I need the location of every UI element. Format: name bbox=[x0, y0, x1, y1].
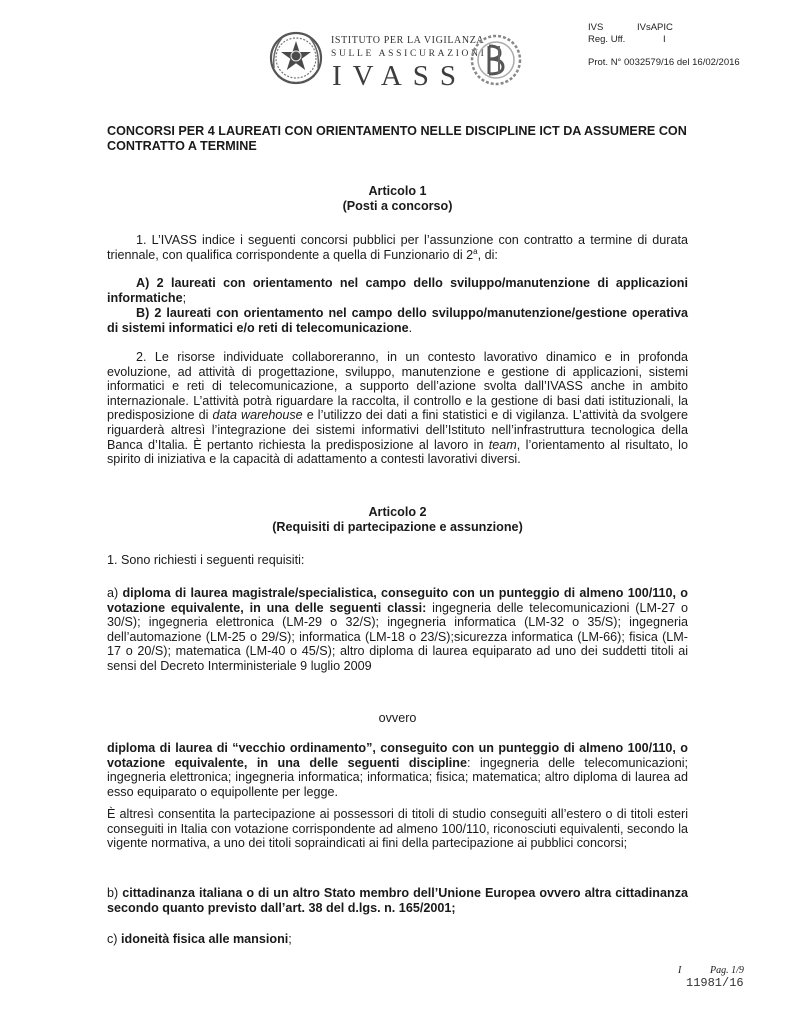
requirement-c-text: idoneità fisica alle mansioni bbox=[121, 932, 289, 946]
old-degree-requirement bbox=[107, 741, 688, 799]
requirement-a bbox=[107, 586, 688, 674]
paragraph-text-end: , di: bbox=[477, 247, 498, 262]
requirement-b-text: cittadinanza italiana o di un altro Stato membro dell’Unione Europea ovvero altra cittadinanza secondo quanto previsto dall’art. 38 del d.lgs. n. 165/2001; bbox=[107, 886, 688, 915]
article-2-heading: Articolo 2 bbox=[368, 505, 427, 519]
article-1-subheading: (Posti a concorso) bbox=[342, 199, 453, 213]
old-degree-colon: : bbox=[466, 755, 471, 770]
article-1-heading: Articolo 1 bbox=[368, 184, 427, 198]
logo-wordmark: IVASS bbox=[332, 60, 468, 92]
republic-emblem-icon bbox=[268, 28, 324, 92]
document-title: CONCORSI PER 4 LAUREATI CON ORIENTAMENTO NELLE DISCIPLINE ICT DA ASSUMERE CON CONTRATTO A TERMINE bbox=[107, 124, 687, 153]
position-item-b bbox=[107, 306, 688, 335]
paragraph-text: 2. Le risorse individuate collaboreranno, in un contesto lavorativo dinamico e in profonda evoluzione, ad attività di progettazione, sviluppo, manutenzione e gestione di applicazioni, sistemi informatici e reti di telecomunicazione, a supporto dell’azione svolta dall’IVASS anche in ambito internazionale. L’attività potrà riguardare la raccolta, il controllo e la gestione di basi dati istituzionali, la predisposizione di bbox=[107, 350, 688, 423]
paragraph-text: e l’utilizzo dei dati a fini statistici e di vigilanza. L’attività da svolgere riguarderà altresì l’integrazione dei sistemi informativi dell’Istituto nell’infrastruttura tecnologica della Banca d’Italia. È pertanto richiesta la predisposizione al lavoro in bbox=[107, 408, 688, 452]
bank-monogram-icon bbox=[469, 30, 523, 90]
article-2-paragraph-1: 1. Sono richiesti i seguenti requisiti: bbox=[107, 553, 305, 567]
office-code: IVS bbox=[588, 22, 604, 33]
page-number: Pag. 1/9 bbox=[710, 965, 744, 976]
requirement-a-text: ingegneria delle telecomunicazioni (LM-27 o 30/S); ingegneria elettronica (LM-29 o 32/S); ingegneria informatica (LM-32 o 35/S); ingegneria dell’automazione (LM-25 o 29/S); informatica (LM-18 o 23/S);sicurezza informatica (LM-66); fisica (LM-17 o 20/S); matematica (LM-40 o 45/S); altro diploma di laurea equiparato ad uno dei suddetti titoli ai sensi del Decreto Interministeriale 9 luglio 2009 bbox=[107, 600, 689, 673]
old-degree-text: ingegneria delle telecomunicazioni; ingegneria elettronica; ingegneria informatica; informatica; fisica; matematica; altro diploma di laurea ad esso equiparato o equipollente per legge. bbox=[107, 755, 689, 799]
superscript: a bbox=[473, 246, 478, 256]
footer-number: I bbox=[678, 965, 682, 976]
requirement-c-end: ; bbox=[288, 932, 292, 946]
position-a-text: A) 2 laureati con orientamento nel campo dello sviluppo/manutenzione di applicazioni informatiche bbox=[107, 276, 688, 305]
italic-term: data warehouse bbox=[212, 408, 303, 423]
logo-institution-line-1: ISTITUTO PER LA VIGILANZA bbox=[331, 35, 485, 46]
foreign-degree-paragraph: È altresì consentita la partecipazione ai possessori di titoli di studio conseguiti all’estero o di titoli esteri conseguiti in Italia con votazione corrispondente ad almeno 100/110, riconosciuti equivalenti, secondo la vigente normativa, a uno dei titoli sopraindicati ai fini della partecipazione ai pubblici concorsi; bbox=[107, 807, 688, 851]
ovvero-separator: ovvero bbox=[378, 711, 417, 725]
requirement-a-title: diploma di laurea magistrale/specialistica, conseguito con un punteggio di almeno 100/110, o votazione equivalente, in una delle seguenti classi: bbox=[107, 586, 688, 615]
position-a-end: ; bbox=[182, 290, 187, 305]
requirement-c bbox=[107, 932, 688, 947]
unit-code: IVsAPIC bbox=[637, 22, 673, 33]
article-1-paragraph-2 bbox=[107, 350, 688, 467]
logo-institution-line-2: SULLE ASSICURAZIONI bbox=[331, 49, 487, 59]
registry-value: I bbox=[663, 34, 666, 45]
italic-term: team bbox=[488, 437, 517, 452]
paragraph-text: , l’orientamento al risultato, lo spirito di iniziativa e la capacità di adattamento a contesti lavorativi diversi. bbox=[107, 437, 688, 467]
article-2-subheading: (Requisiti di partecipazione e assunzione) bbox=[272, 520, 523, 534]
requirement-b bbox=[107, 886, 688, 915]
article-1-paragraph-1 bbox=[107, 233, 688, 262]
requirement-b-prefix: b) bbox=[107, 886, 123, 900]
position-b-text: B) 2 laureati con orientamento nel campo dello sviluppo/manutenzione/gestione operativa di sistemi informatici e/o reti di telecomunicazione bbox=[107, 306, 688, 335]
document-code: 11981/16 bbox=[686, 976, 744, 990]
registry-label: Reg. Uff. bbox=[588, 34, 626, 45]
protocol-number: Prot. N° 0032579/16 del 16/02/2016 bbox=[588, 57, 740, 68]
requirement-a-prefix: a) bbox=[107, 586, 123, 600]
old-degree-title: diploma di laurea di “vecchio ordinamento”, conseguito con un punteggio di almeno 100/110, o votazione equivalente, in una delle seguenti discipline bbox=[107, 741, 688, 770]
position-item-a bbox=[107, 276, 688, 305]
position-b-end: . bbox=[408, 320, 413, 335]
requirement-c-prefix: c) bbox=[107, 932, 121, 946]
paragraph-text: 1. L’IVASS indice i seguenti concorsi pubblici per l’assunzione con contratto a termine di durata triennale, con qualifica corrispondente a quella di Funzionario di 2 bbox=[107, 233, 688, 262]
